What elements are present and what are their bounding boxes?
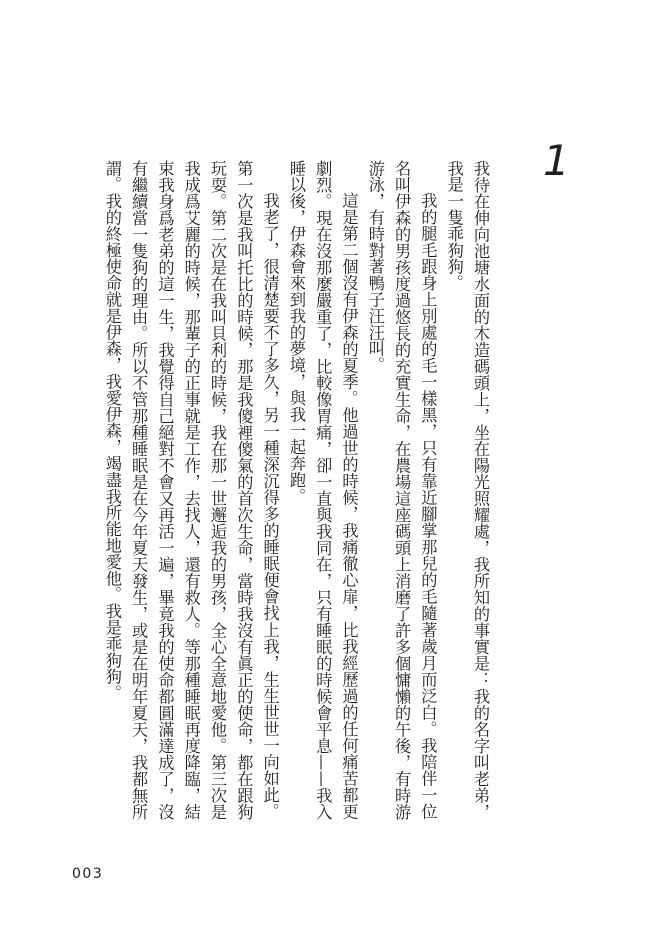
paragraph-3: 這是第二個沒有伊森的夏季。他過世的時候，我痛徹心扉，比我經歷過的任何痛苦都更劇烈。現在沒那麼嚴重了，比較像胃痛，卻一直與我同在，只有睡眠的時候會平息——我入睡以後，伊森會來到我的夢境，與我一起奔跑。: [286, 160, 359, 820]
page-number: 003: [72, 866, 104, 882]
paragraph-2: 我的腿毛跟身上別處的毛一樣黑，只有靠近腳掌那兒的毛隨著歲月而泛白。我陪伴一位名叫伊森的男孩度過悠長的充實生命，在農場這座碼頭上消磨了許多個慵懶的午後，有時游游泳，有時對著鴨子汪汪叫。: [365, 160, 438, 820]
paragraph-4: 我老了，很清楚要不了多久，另一種深沉得多的睡眠便會找上我，生生世世一向如此。第一次是我叫托比的時候，那是我傻裡傻氣的首次生命，當時我沒有眞正的使命，都在跟狗玩耍。第二次是在我叫貝利的時候，我在那一世邂逅我的男孩，全心全意地愛他。第三次是我成爲艾麗的時候，那輩子的正事就是工作，去找人，還有救人。等那種睡眠再度降臨，結束我身爲老弟的這一生，我覺得自己絕對不會又再活一遍，畢竟我的使命都圓滿達成了，沒有繼續當一隻狗的理由。所以不管那種睡眠是在今年夏天發生，或是在明年夏天，我都無所謂。我的終極使命就是伊森，我愛伊森，竭盡我所能地愛他。我是乖狗狗。: [102, 160, 280, 820]
chapter-number: 1: [543, 136, 570, 185]
chapter-body-text: [85, 160, 493, 820]
paragraph-1: 我待在伸向池塘水面的木造碼頭上，坐在陽光照耀處，我所知的事實是：我的名字叫老弟，我是一隻乖狗狗。: [444, 160, 490, 820]
